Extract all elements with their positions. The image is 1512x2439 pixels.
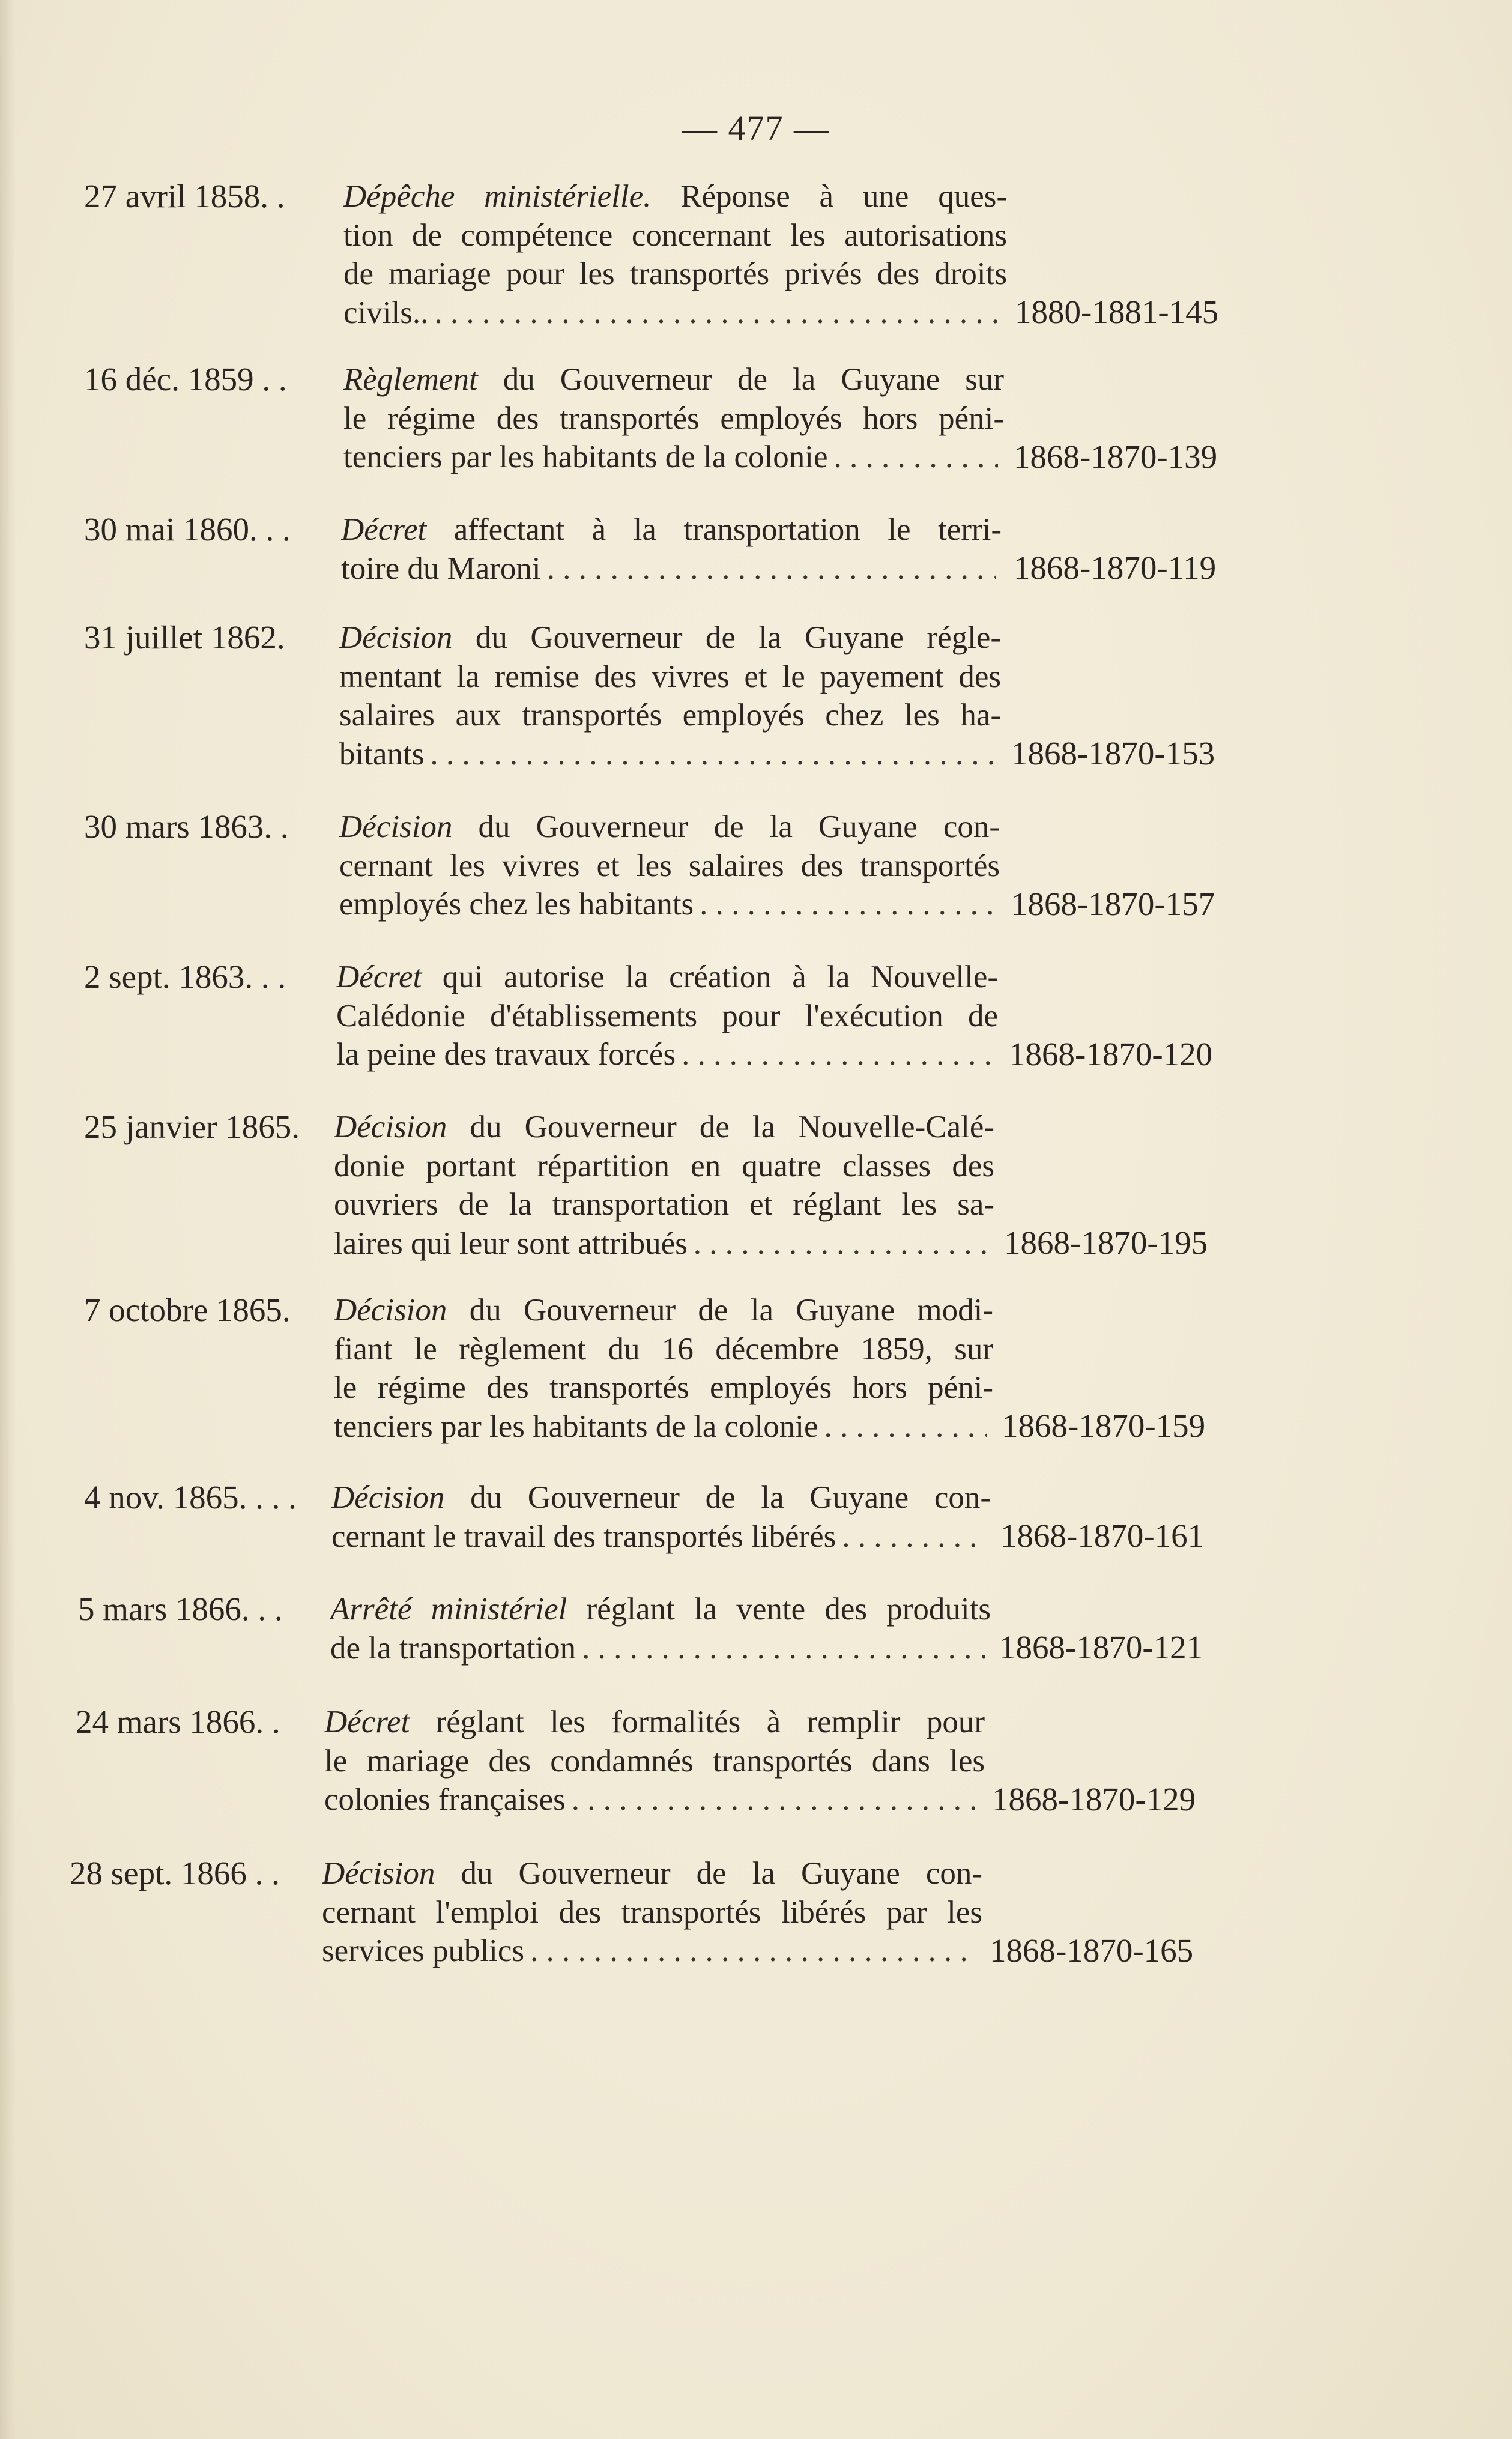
entry-reference: 1868-1870-129 <box>992 1781 1196 1818</box>
entry-text: Dépêche ministérielle. Réponse à une ques- tion de compétence concernant les autorisations de mariage pour les transportés privés des droits civils.. . . . <box>343 177 1007 332</box>
entry-text: Arrêté ministériel réglant la vente des produits de la transportation . . . <box>330 1590 991 1667</box>
act-type: Décret <box>324 1705 410 1739</box>
leader-dots <box>547 549 996 588</box>
entry-reference: 1868-1870-153 <box>1011 735 1215 772</box>
act-type: Arrêté ministériel <box>330 1592 567 1627</box>
entry-reference: 1868-1870-161 <box>1000 1517 1205 1554</box>
entry-text: Décret qui autorise la création à la Nouvelle- Calédonie d'établissements pour l'exécution de la peine des travaux forcés . . . <box>336 958 998 1074</box>
leader-dots <box>833 438 998 477</box>
leader-dots <box>530 1932 976 1971</box>
entry-date: 4 nov. 1865. . . . <box>84 1479 297 1516</box>
entry-date: 25 janvier 1865. <box>84 1108 300 1145</box>
entry-reference: 1868-1870-159 <box>1002 1407 1206 1444</box>
entry-reference: 1868-1870-119 <box>1014 549 1217 586</box>
entry-date: 31 juillet 1862. <box>84 619 285 656</box>
page-edge-shadow <box>0 0 16 2439</box>
entry-text: Décision du Gouverneur de la Guyane con- cernant l'emploi des transportés libérés par les services publics . . . <box>322 1854 982 1971</box>
entry-text: Décision du Gouverneur de la Guyane con- cernant le travail des transportés libérés . . . <box>331 1478 991 1556</box>
leader-dots <box>682 1035 992 1074</box>
entry-date: 2 sept. 1863. . . <box>84 958 286 995</box>
act-type: Dépêche ministérielle. <box>343 179 652 214</box>
entry-reference: 1868-1870-120 <box>1009 1036 1213 1072</box>
entry-date: 28 sept. 1866 . . <box>70 1855 280 1891</box>
entry-date: 24 mars 1866. . <box>76 1703 280 1740</box>
entry-reference: 1880-1881-145 <box>1015 294 1219 330</box>
act-type: Décret <box>336 960 422 994</box>
entry-reference: 1868-1870-139 <box>1014 438 1218 475</box>
leader-dots <box>572 1780 979 1819</box>
page-number: — 477 — <box>682 109 830 148</box>
entry-text: Décret affectant à la transportation le terri- toire du Maroni . . . <box>341 510 1002 588</box>
act-type: Décision <box>334 1110 447 1144</box>
leader-dots <box>842 1517 985 1556</box>
entry-date: 30 mai 1860. . . <box>84 511 291 548</box>
entry-reference: 1868-1870-165 <box>990 1932 1194 1969</box>
leader-dots <box>694 1224 988 1263</box>
entry-text: Décision du Gouverneur de la Guyane con- cernant les vivres et les salaires des transportés employés chez les habitants . . . <box>339 808 1000 924</box>
entry-reference: 1868-1870-195 <box>1004 1224 1208 1261</box>
act-type: Décision <box>339 809 453 844</box>
act-type: Décision <box>334 1293 447 1328</box>
act-type: Décision <box>339 620 453 655</box>
act-type: Décision <box>322 1856 435 1891</box>
act-type: Règlement <box>343 362 478 397</box>
leader-dots <box>430 735 995 774</box>
leader-dots <box>582 1629 985 1668</box>
act-type: Décision <box>331 1480 445 1515</box>
entry-reference: 1868-1870-121 <box>999 1629 1203 1666</box>
entry-text: Décret réglant les formalités à remplir pour le mariage des condamnés transportés dans les colonies françaises . . . <box>324 1703 985 1819</box>
entry-text: Décision du Gouverneur de la Nouvelle-Calé- donie portant répartition en quatre classes des ouvriers de la transportation et réglant les sa- laires qui leur sont attribués . . . <box>334 1108 994 1263</box>
leader-dots <box>824 1407 987 1446</box>
entry-text: Décision du Gouverneur de la Guyane modi- fiant le règlement du 16 décembre 1859, sur le régime des transportés employés hors péni- tenciers par les habitants de la colonie . . . <box>334 1291 993 1446</box>
entry-date: 30 mars 1863. . <box>84 808 289 845</box>
act-type: Décret <box>341 512 427 547</box>
leader-dots <box>434 294 1001 333</box>
entry-text: Décision du Gouverneur de la Guyane régle- mentant la remise des vivres et le payement des salaires aux transportés employés chez les ha- bitants . . . <box>339 618 1001 773</box>
leader-dots <box>700 885 994 924</box>
entry-date: 27 avril 1858. . <box>84 178 285 214</box>
entry-reference: 1868-1870-157 <box>1011 886 1215 922</box>
entry-text: Règlement du Gouverneur de la Guyane sur le régime des transportés employés hors péni- tenciers par les habitants de la colonie . . . <box>343 360 1004 477</box>
entry-date: 16 déc. 1859 . . <box>84 361 287 397</box>
entry-date: 5 mars 1866. . . <box>78 1591 283 1627</box>
entry-date: 7 octobre 1865. <box>84 1292 291 1328</box>
